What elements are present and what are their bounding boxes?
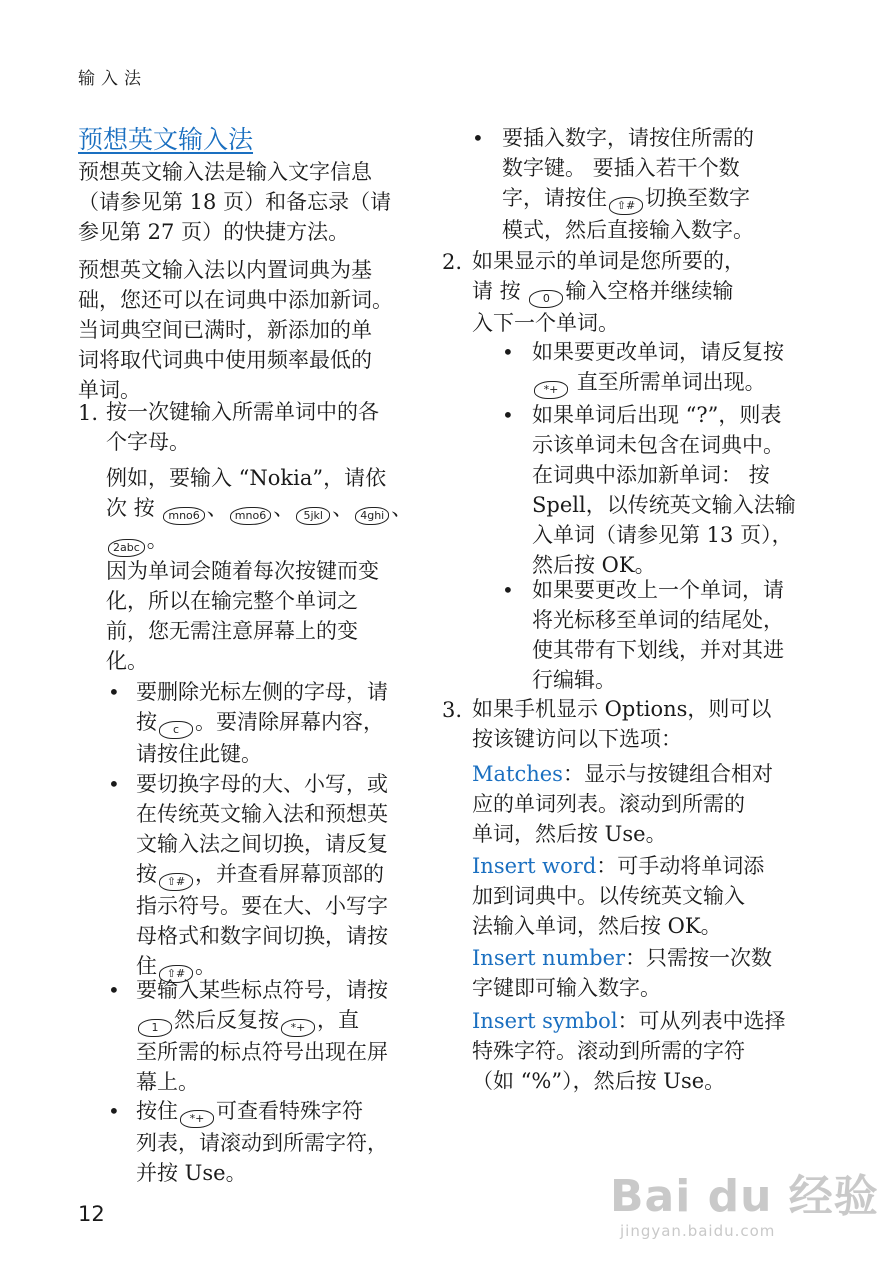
bullet-icon: •	[472, 126, 484, 150]
bullet-case: 要切换字母的大、小写，或 在传统英文输入法和预想英 文输入法之间切换，请反复 按 ⇧# ，并查看屏幕顶部的 指示符号。要在大、小写字 母格式和数字间切换，请按 住 ⇧# 。	[136, 769, 388, 983]
key-4-icon: 4ghi	[355, 507, 389, 525]
option-insert-number: Insert number：只需按一次数 字键即可输入数字。	[472, 946, 773, 1000]
option-matches: Matches：显示与按键组合相对 应的单词列表。滚动到所需的 单词，然后按 Use。	[472, 762, 773, 846]
dictionary-paragraph: 预想英文输入法以内置词典为基 础，您还可以在词典中添加新词。 当词典空间已满时，新添加的单 词将取代词典中使用频率最低的 单词。	[78, 258, 393, 402]
key-star-icon: *+	[534, 381, 568, 399]
watermark-logo: Bai du 经验	[610, 1171, 879, 1222]
step-1-number: 1.	[78, 401, 99, 425]
change-paragraph: 因为单词会随着每次按键而变 化，所以在输完整个单词之 前，您无需注意屏幕上的变 化。	[106, 559, 379, 673]
option-insert-symbol: Insert symbol：可从列表中选择 特殊字符。滚动到所需的字符 （如 “%”），然后按 Use。	[472, 1009, 786, 1093]
bullet-icon: •	[108, 978, 120, 1002]
section-title: 预想英文输入法	[78, 125, 254, 154]
key-1-icon: 1	[138, 1019, 172, 1037]
bullet-edit-previous: 如果要更改上一个单词，请 将光标移至单词的结尾处， 使其带有下划线，并对其进 行编辑。	[532, 578, 784, 692]
key-6-icon: mno6	[230, 507, 271, 525]
bullet-punctuation: 要输入某些标点符号，请按 1 然后反复按 *+ ，直 至所需的标点符号出现在屏 幕上。	[136, 978, 388, 1094]
key-c-icon: c	[159, 721, 193, 739]
bullet-icon: •	[502, 403, 514, 427]
bullet-delete: 要删除光标左侧的字母，请 按 c 。要清除屏幕内容， 请按住此键。	[136, 680, 388, 766]
step-3-text: 如果手机显示 Options，则可以 按该键访问以下选项：	[472, 697, 772, 751]
bullet-icon: •	[108, 680, 120, 704]
key-6-icon: mno6	[163, 507, 204, 525]
key-hash-icon: ⇧#	[609, 197, 643, 215]
example-text: 例如，要输入 “Nokia”，请依 次 按 mno6 、 mno6 、 5jkl 、 4ghi 、 2abc 。	[106, 463, 412, 557]
step-3-number: 3.	[442, 698, 463, 722]
step-2-number: 2.	[442, 250, 463, 274]
key-star-icon: *+	[180, 1110, 214, 1128]
key-5-icon: 5jkl	[296, 507, 330, 525]
key-0-icon: 0	[529, 290, 563, 308]
watermark-url: jingyan.baidu.com	[620, 1222, 776, 1240]
bullet-icon: •	[502, 578, 514, 602]
step-2-text: 如果显示的单词是您所要的， 请 按 0 输入空格并继续输 入下一个单词。	[472, 249, 745, 335]
page-number: 12	[78, 1202, 105, 1226]
baidu-watermark	[610, 1160, 879, 1240]
key-hash-icon: ⇧#	[159, 965, 193, 983]
intro-paragraph: 预想英文输入法是输入文字信息 （请参见第 18 页）和备忘录（请 参见第 27 页）的快捷方法。	[78, 160, 392, 244]
step-1-text: 按一次键输入所需单词中的各 个字母。	[106, 400, 379, 454]
bullet-unknown-word: 如果单词后出现 “?”，则表 示该单词未包含在词典中。 在词典中添加新单词： 按 Spell，以传统英文输入法输 入单词（请参见第 13 页）， 然后按 OK。	[532, 403, 796, 577]
running-header: 输入法	[78, 69, 147, 89]
key-hash-icon: ⇧#	[159, 873, 193, 891]
key-2-icon: 2abc	[108, 539, 145, 557]
bullet-icon: •	[502, 340, 514, 364]
option-insert-word: Insert word：可手动将单词添 加到词典中。以传统英文输入 法输入单词，然后按 OK。	[472, 854, 765, 938]
bullet-insert-number: 要插入数字，请按住所需的 数字键。 要插入若干个数 字，请按住 ⇧# 切换至数字 模式，然后直接输入数字。	[502, 126, 754, 242]
bullet-change-word: 如果要更改单词，请反复按 *+ 直至所需单词出现。	[532, 337, 784, 399]
bullet-icon: •	[108, 772, 120, 796]
key-star-icon: *+	[281, 1019, 315, 1037]
bullet-icon: •	[108, 1099, 120, 1123]
bullet-special-chars: 按住 *+ 可查看特殊字符 列表，请滚动到所需字符， 并按 Use。	[136, 1099, 388, 1185]
